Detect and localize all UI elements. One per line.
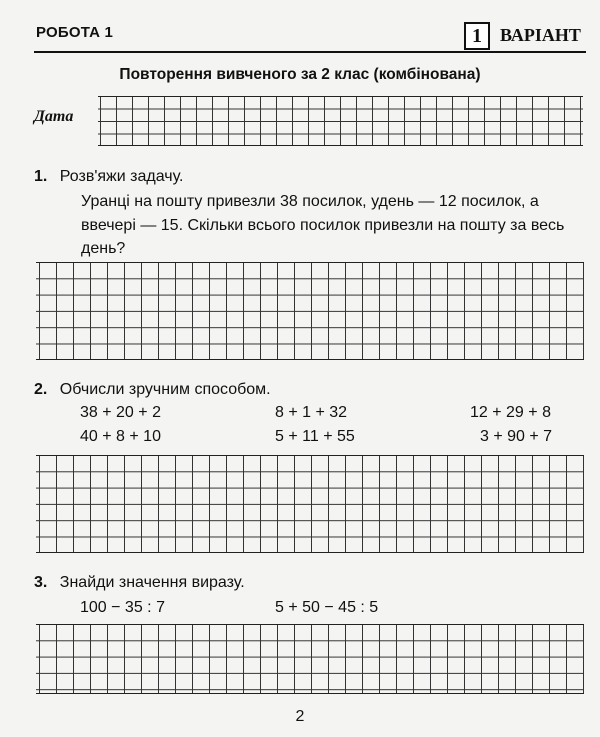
task-2-number: 2. — [34, 381, 48, 398]
task-2-expression: 5 + 11 + 55 — [275, 428, 355, 445]
date-grid[interactable] — [98, 96, 583, 146]
work-title: РОБОТА 1 — [36, 24, 114, 41]
task-3-header — [34, 574, 245, 592]
task-1-instruction: Розв'яжи задачу. — [59, 168, 184, 185]
header-divider — [34, 51, 586, 53]
task-2-expression: 40 + 8 + 10 — [80, 428, 161, 445]
task-1-header — [34, 168, 183, 186]
task-1-number: 1. — [34, 168, 48, 185]
task-1-answer-grid[interactable] — [36, 262, 584, 360]
variant-label: ВАРІАНТ — [500, 25, 581, 45]
task-2-header — [34, 381, 271, 399]
variant-number-box: 1 — [464, 22, 490, 50]
task-3-expression: 5 + 50 − 45 : 5 — [275, 599, 379, 616]
task-2-instruction: Обчисли зручним способом. — [59, 381, 271, 398]
page-number: 2 — [295, 708, 305, 725]
task-2-expression: 8 + 1 + 32 — [275, 404, 348, 421]
task-2-answer-grid[interactable] — [36, 455, 584, 553]
page-subtitle: Повторення вивченого за 2 клас (комбінована) — [119, 66, 481, 83]
task-2-expression: 38 + 20 + 2 — [80, 404, 161, 421]
task-2-expression: 3 + 90 + 7 — [480, 428, 553, 445]
task-3-expression: 100 − 35 : 7 — [80, 599, 165, 616]
task-3-instruction: Знайди значення виразу. — [59, 574, 245, 591]
task-1-problem: Уранці на пошту привезли 38 посилок, удень — 12 посилок, а ввечері — 15. Скільки всього посилок привезли на пошту за весь день? — [81, 193, 565, 257]
task-3-answer-grid[interactable] — [36, 624, 584, 694]
date-label: Дата — [34, 108, 74, 125]
task-2-expression: 12 + 29 + 8 — [470, 404, 551, 421]
task-3-number: 3. — [34, 574, 48, 591]
